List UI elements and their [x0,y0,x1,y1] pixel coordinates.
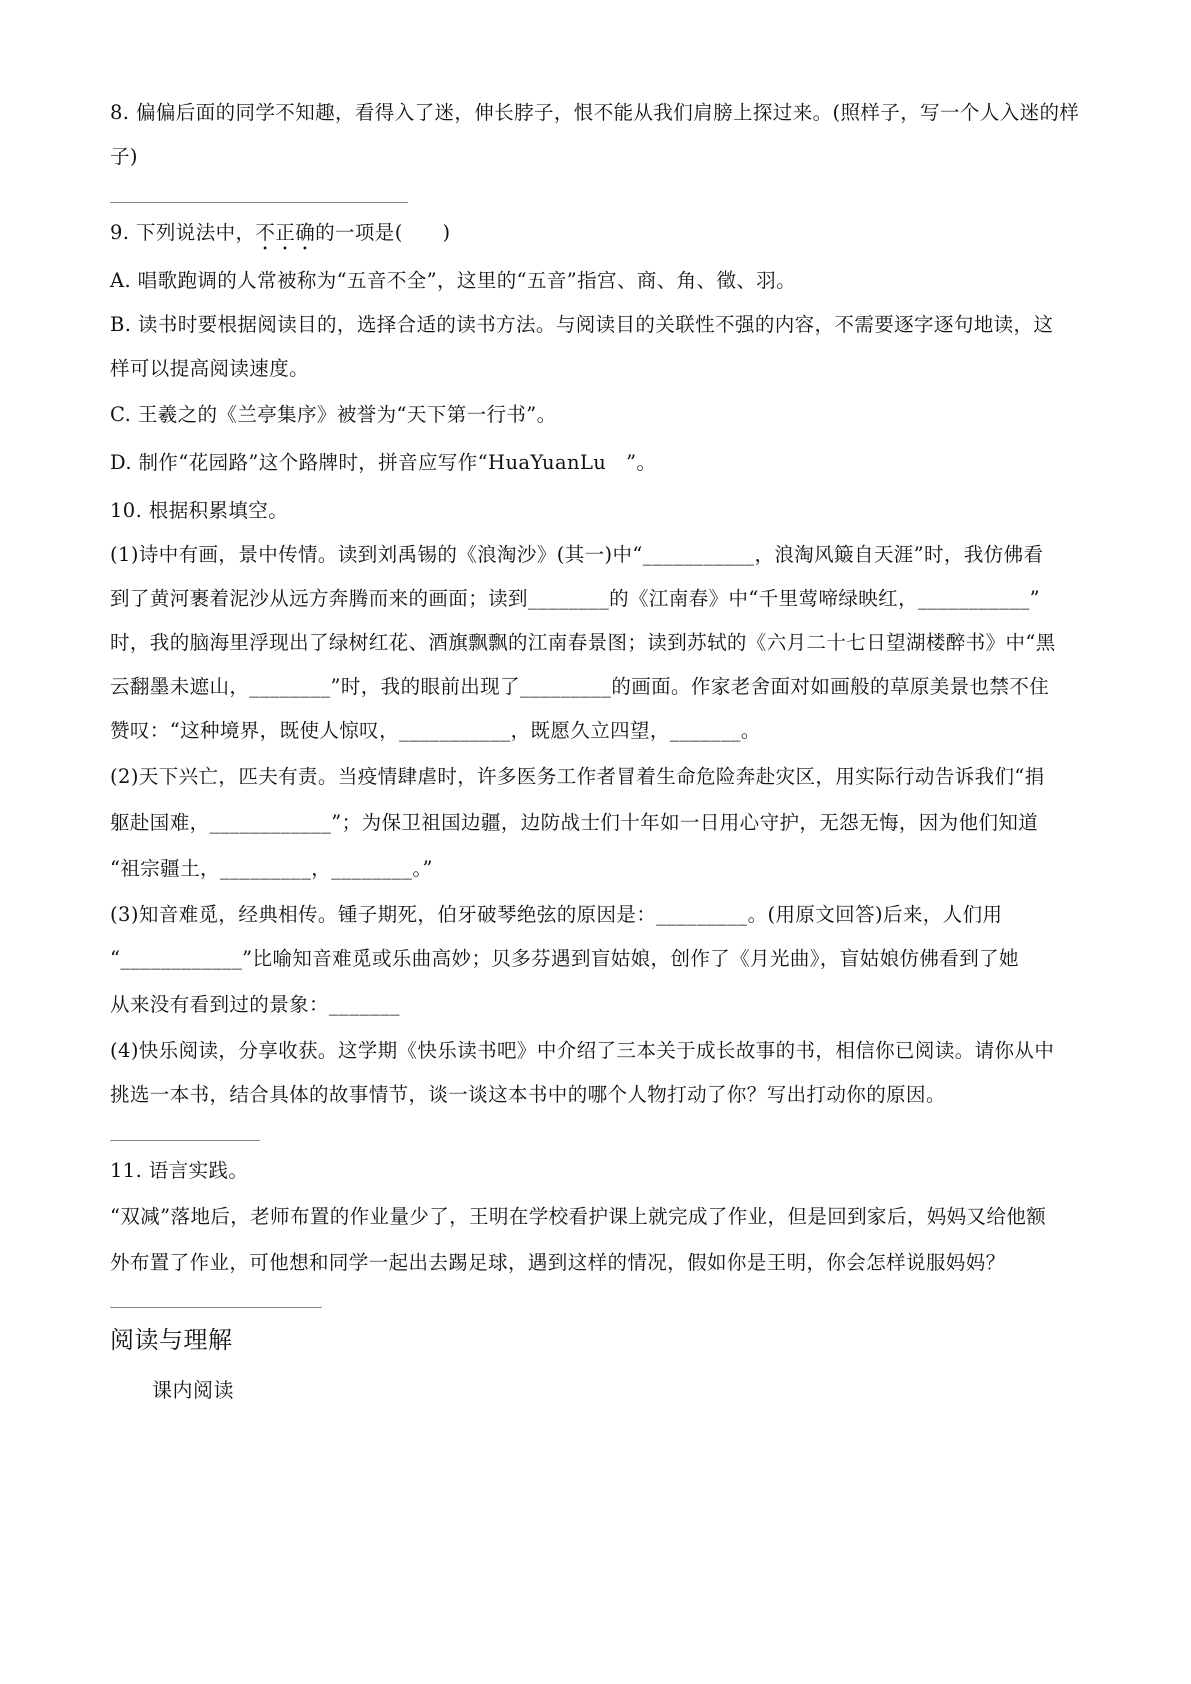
q9-option-a: A. 唱歌跑调的人常被称为“五音不全”，这里的“五音”指宫、商、角、徵、羽。 [110,269,797,292]
section-heading: 阅读与理解 [110,1326,233,1354]
q10-part1-line-5: 赞叹：“这种境界，既使人惊叹，___________，既愿久立四望，_______。 [110,719,761,742]
q10-part1-line-2: 到了黄河裹着泥沙从远方奔腾而来的画面；读到________的《江南春》中“千里莺啼绿映红，___________” [110,587,1040,610]
q9-stem-before: 9. 下列说法中， [110,221,256,244]
q8-line-1: 8. 偏偏后面的同学不知趣，看得入了迷，伸长脖子，恨不能从我们肩膀上探过来。(照样子，写一个人入迷的样 [110,101,1080,124]
q8-line-2: 子) [110,145,138,168]
q9-option-d: D. 制作“花园路”这个路牌时，拼音应写作“HuaYuanLu ”。 [110,451,657,474]
q10-part1-line-3: 时，我的脑海里浮现出了绿树红花、酒旗飘飘的江南春景图；读到苏轼的《六月二十七日望湖楼醉书》中“黑 [110,631,1056,654]
q10-part3-line-3: 从来没有看到过的景象：_______ [110,993,400,1016]
q10-part4-line-1: (4)快乐阅读，分享收获。这学期《快乐读书吧》中介绍了三本关于成长故事的书，相信你已阅读。请你从中 [110,1039,1055,1062]
q10-part1-line-1: (1)诗中有画，景中传情。读到刘禹锡的《浪淘沙》(其一)中“___________，浪淘风簸自天涯”时，我仿佛看 [110,543,1044,566]
q11-line-2: 外布置了作业，可他想和同学一起出去踢足球，遇到这样的情况，假如你是王明，你会怎样说服妈妈？ [110,1251,1006,1274]
q10-part2-line-1: (2)天下兴亡，匹夫有责。当疫情肆虐时，许多医务工作者冒着生命危险奔赴灾区，用实际行动告诉我们“捐 [110,765,1045,788]
q9-stem-after: 的一项是( ) [315,221,451,244]
q9-stem-emphasis: 不正确 [255,221,316,244]
q11-answer-line[interactable] [110,1307,322,1308]
q9-option-c: C. 王羲之的《兰亭集序》被誉为“天下第一行书”。 [110,403,557,426]
q10-part2-line-3: “祖宗疆土，_________，________。” [110,857,433,880]
q9-stem [110,216,1090,255]
q10-part3-line-1: (3)知音难觅，经典相传。锺子期死，伯牙破琴绝弦的原因是：_________。(用原文回答)后来，人们用 [110,903,1003,926]
q10-title: 10. 根据积累填空。 [110,499,289,522]
q9-option-b-line-2: 样可以提高阅读速度。 [110,357,310,380]
q10-part2-line-2: 躯赴国难，____________”；为保卫祖国边疆，边防战士们十年如一日用心守护，无怨无悔，因为他们知道 [110,811,1039,834]
q9-option-b-line-1: B. 读书时要根据阅读目的，选择合适的读书方法。与阅读目的关联性不强的内容，不需要逐字逐句地读，这 [110,313,1054,336]
q8-answer-line[interactable] [110,202,408,203]
q10-part1-line-4: 云翻墨未遮山，________”时，我的眼前出现了_________的画面。作家老舍面对如画般的草原美景也禁不住 [110,675,1050,698]
section-subheading: 课内阅读 [152,1378,234,1402]
q11-line-1: “双减”落地后，老师布置的作业量少了，王明在学校看护课上就完成了作业，但是回到家后，妈妈又给他额 [110,1205,1047,1228]
q11-title: 11. 语言实践。 [110,1159,249,1182]
q10-part4-line-2: 挑选一本书，结合具体的故事情节，谈一谈这本书中的哪个人物打动了你？写出打动你的原因。 [110,1083,946,1106]
q10-answer-line[interactable] [110,1140,260,1141]
q10-part3-line-2: “____________”比喻知音难觅或乐曲高妙；贝多芬遇到盲姑娘，创作了《月光曲》，盲姑娘仿佛看到了她 [110,947,1019,970]
